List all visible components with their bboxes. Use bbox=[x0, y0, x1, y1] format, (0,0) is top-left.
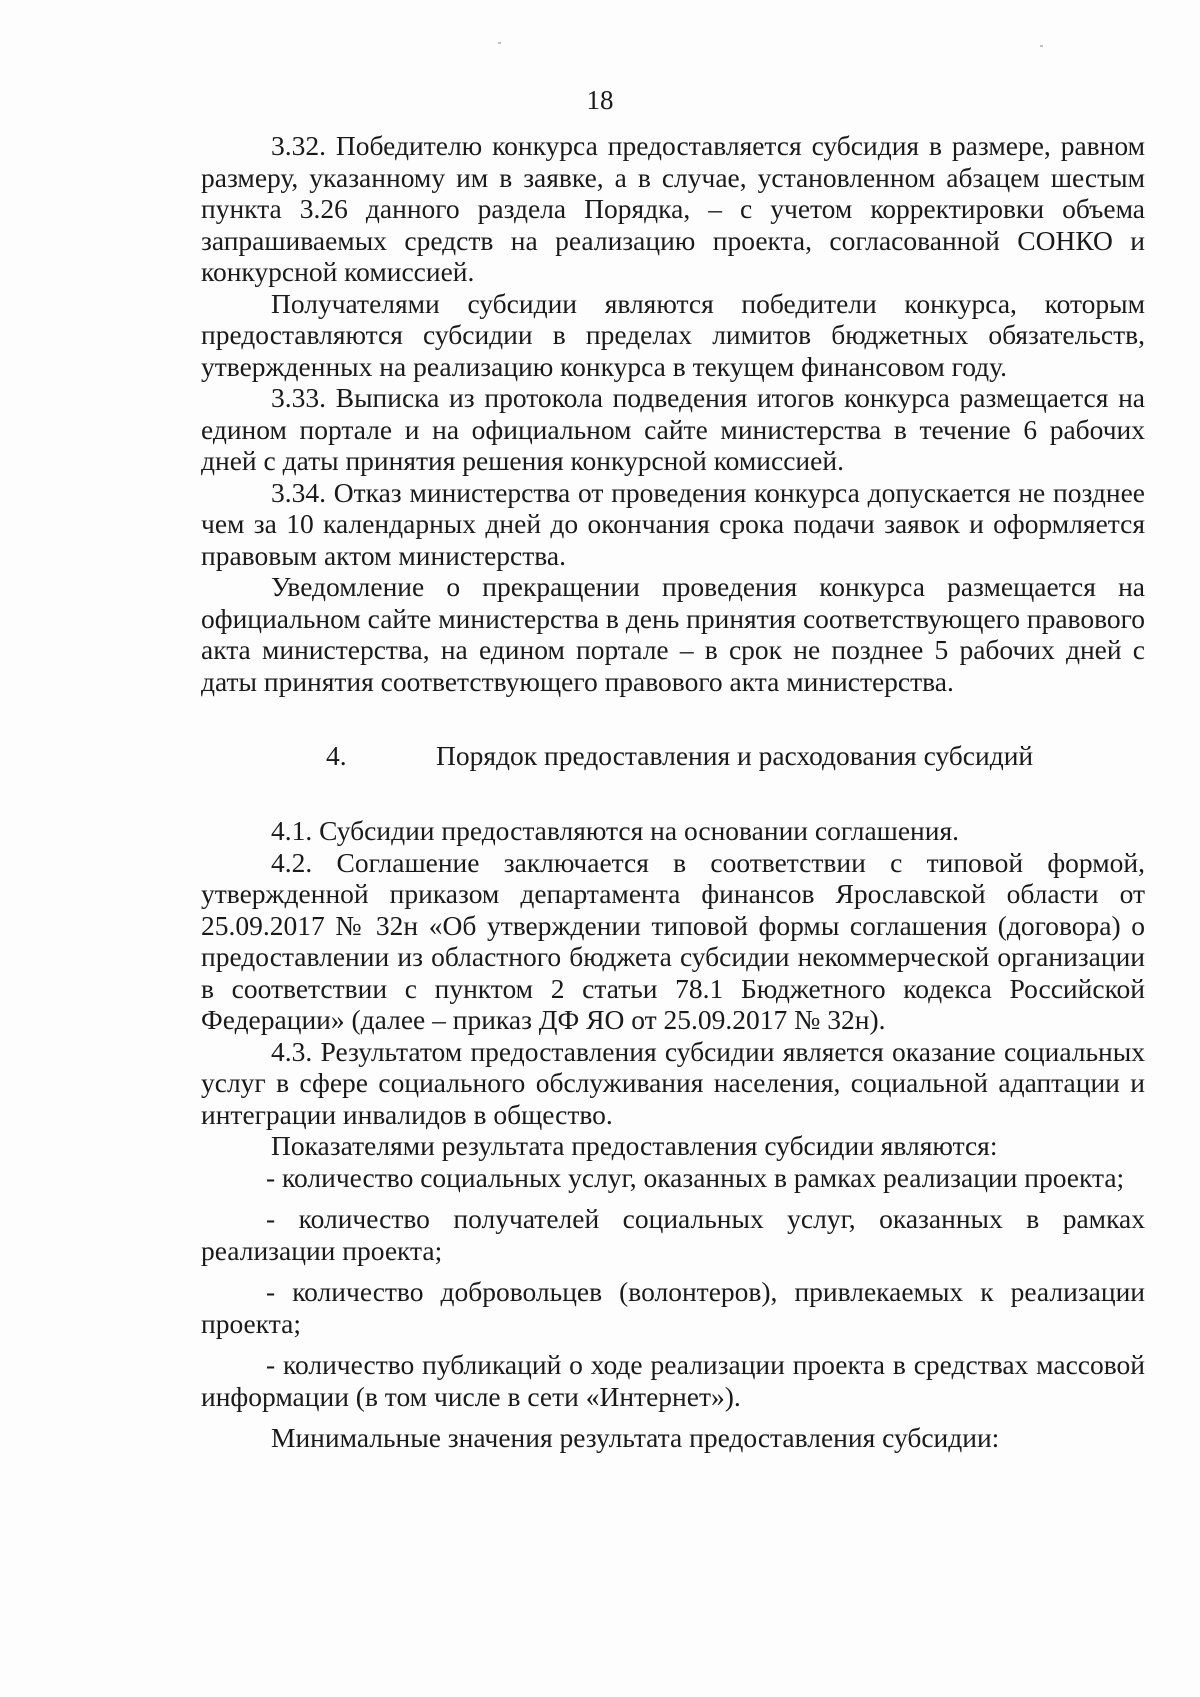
paragraph-notification: Уведомление о прекращении проведения конкурса размещается на официальном сайте министерства в день принятия соответствующего правового акта министерства, на едином портале – в срок не позднее 5 рабочих дней с даты принятия соответствующего правового акта министерства. bbox=[201, 571, 1145, 697]
paragraph-3-33: 3.33. Выписка из протокола подведения итогов конкурса размещается на едином портале и на официальном сайте министерства в течение 6 рабочих дней с даты принятия решения конкурсной комиссией. bbox=[201, 382, 1145, 476]
page-number: 18 bbox=[586, 85, 614, 115]
paragraph-3-32: 3.32. Победителю конкурса предоставляется субсидия в размере, равном размеру, указанному им в заявке, а в случае, установленном абзацем шестым пункта 3.26 данного раздела Порядка, – с учетом корректировки объема запрашиваемых средств на реализацию проекта, согласованной СОНКО и конкурсной комиссией. bbox=[201, 130, 1145, 287]
paragraph-recipients: Получателями субсидии являются победители конкурса, которым предоставляются субсидии в пределах лимитов бюджетных обязательств, утвержденных на реализацию конкурса в текущем финансовом году. bbox=[201, 287, 1145, 382]
paragraph-minimal-values: Минимальные значения результата предоставления субсидии: bbox=[271, 1422, 1000, 1453]
scan-speck bbox=[498, 42, 501, 44]
paragraph-3-34: 3.34. Отказ министерства от проведения конкурса допускается не позднее чем за 10 календарных дней до окончания срока подачи заявок и оформляется правовым актом министерства. bbox=[201, 476, 1145, 571]
indicator-item: - количество добровольцев (волонтеров), привлекаемых к реализации проекта; bbox=[201, 1276, 1145, 1339]
paragraph-4-2: 4.2. Соглашение заключается в соответствии с типовой формой, утвержденной приказом департамента финансов Ярославской области от 25.09.2017 № 32н «Об утверждении типовой формы соглашения (договора) о предоставлении из областного бюджета субсидии некоммерческой организации в соответствии с пунктом 2 статьи 78.1 Бюджетного кодекса Российской Федерации» (далее – приказ ДФ ЯО от 25.09.2017 № 32н). bbox=[201, 846, 1145, 1035]
paragraph-indicators-intro: Показателями результата предоставления субсидии являются: bbox=[271, 1130, 998, 1161]
scan-speck bbox=[1040, 45, 1043, 47]
document-body bbox=[201, 130, 1145, 1454]
indicator-item: - количество социальных услуг, оказанных в рамках реализации проекта; bbox=[266, 1161, 1125, 1193]
section-heading bbox=[201, 740, 1145, 772]
indicator-item: - количество публикаций о ходе реализации проекта в средствах массовой информации (в том числе в сети «Интернет»). bbox=[201, 1349, 1145, 1412]
section-number: 4. bbox=[326, 740, 347, 771]
paragraph-4-1: 4.1. Субсидии предоставляются на основании соглашения. bbox=[271, 815, 960, 846]
section-title: Порядок предоставления и расходования субсидий bbox=[436, 740, 1034, 771]
indicator-item: - количество получателей социальных услуг, оказанных в рамках реализации проекта; bbox=[201, 1203, 1145, 1266]
paragraph-4-3: 4.3. Результатом предоставления субсидии является оказание социальных услуг в сфере социального обслуживания населения, социальной адаптации и интеграции инвалидов в общество. bbox=[201, 1035, 1145, 1130]
